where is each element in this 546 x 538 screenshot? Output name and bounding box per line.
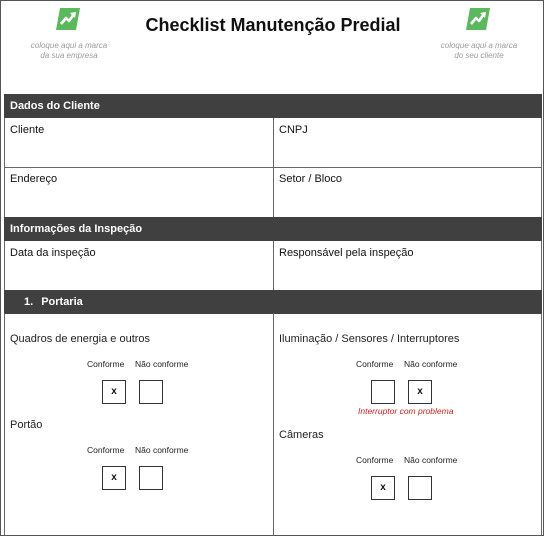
option-label-conforme: Conforme: [356, 359, 394, 369]
company-logo: [21, 5, 117, 61]
option-label-nao-conforme: Não conforme: [404, 455, 458, 465]
field-label: Setor / Bloco: [279, 173, 342, 185]
page-title: Checklist Manutenção Predial: [145, 15, 401, 35]
item-label-quadros: Quadros de energia e outros: [10, 333, 151, 345]
logo-caption: coloque aqui a marca do seu cliente: [440, 41, 518, 60]
checkbox-cameras-nao-conforme[interactable]: [408, 476, 432, 500]
iluminacao-note: Interruptor com problema: [358, 406, 454, 416]
field-label: Responsável pela inspeção: [279, 247, 414, 259]
field-label: Data da inspeção: [10, 247, 96, 259]
growth-arrow-icon: [55, 5, 83, 33]
item-label-cameras: Câmeras: [279, 429, 324, 441]
field-endereco[interactable]: [4, 167, 274, 218]
field-cliente[interactable]: [4, 118, 274, 168]
section-header-portaria: [4, 290, 542, 314]
option-label-conforme: Conforme: [87, 445, 125, 455]
checkbox-cameras-conforme[interactable]: x: [371, 476, 395, 500]
item-label-iluminacao: Iluminação / Sensores / Interruptores: [279, 333, 460, 345]
field-cnpj[interactable]: [273, 118, 542, 168]
option-label-conforme: Conforme: [356, 455, 394, 465]
checkbox-quadros-nao-conforme[interactable]: [139, 380, 163, 404]
field-label: Endereço: [10, 173, 58, 185]
section-title: Portaria: [41, 296, 83, 308]
section-number: 1.: [24, 296, 34, 308]
field-responsavel[interactable]: [273, 241, 542, 291]
section-header-client: Dados do Cliente: [4, 94, 542, 118]
item-label-portao: Portão: [10, 419, 43, 431]
checkbox-iluminacao-conforme[interactable]: [371, 380, 395, 404]
option-label-nao-conforme: Não conforme: [135, 359, 189, 369]
field-label: Cliente: [10, 124, 45, 136]
option-label-nao-conforme: Não conforme: [135, 445, 189, 455]
checkbox-iluminacao-nao-conforme[interactable]: x: [408, 380, 432, 404]
field-label: CNPJ: [279, 124, 308, 136]
portaria-checklist: [4, 313, 542, 536]
client-logo: [431, 5, 527, 61]
checkbox-portao-nao-conforme[interactable]: [139, 466, 163, 490]
checkbox-quadros-conforme[interactable]: x: [102, 380, 126, 404]
checkbox-portao-conforme[interactable]: x: [102, 466, 126, 490]
field-setor[interactable]: [273, 167, 542, 218]
logo-caption: coloque aqui a marca da sua empresa: [30, 41, 108, 60]
growth-arrow-icon: [465, 5, 493, 33]
field-data-inspecao[interactable]: [4, 241, 274, 291]
column-divider: [273, 313, 274, 536]
section-header-inspection: Informações da Inspeção: [4, 217, 542, 241]
option-label-nao-conforme: Não conforme: [404, 359, 458, 369]
option-label-conforme: Conforme: [87, 359, 125, 369]
